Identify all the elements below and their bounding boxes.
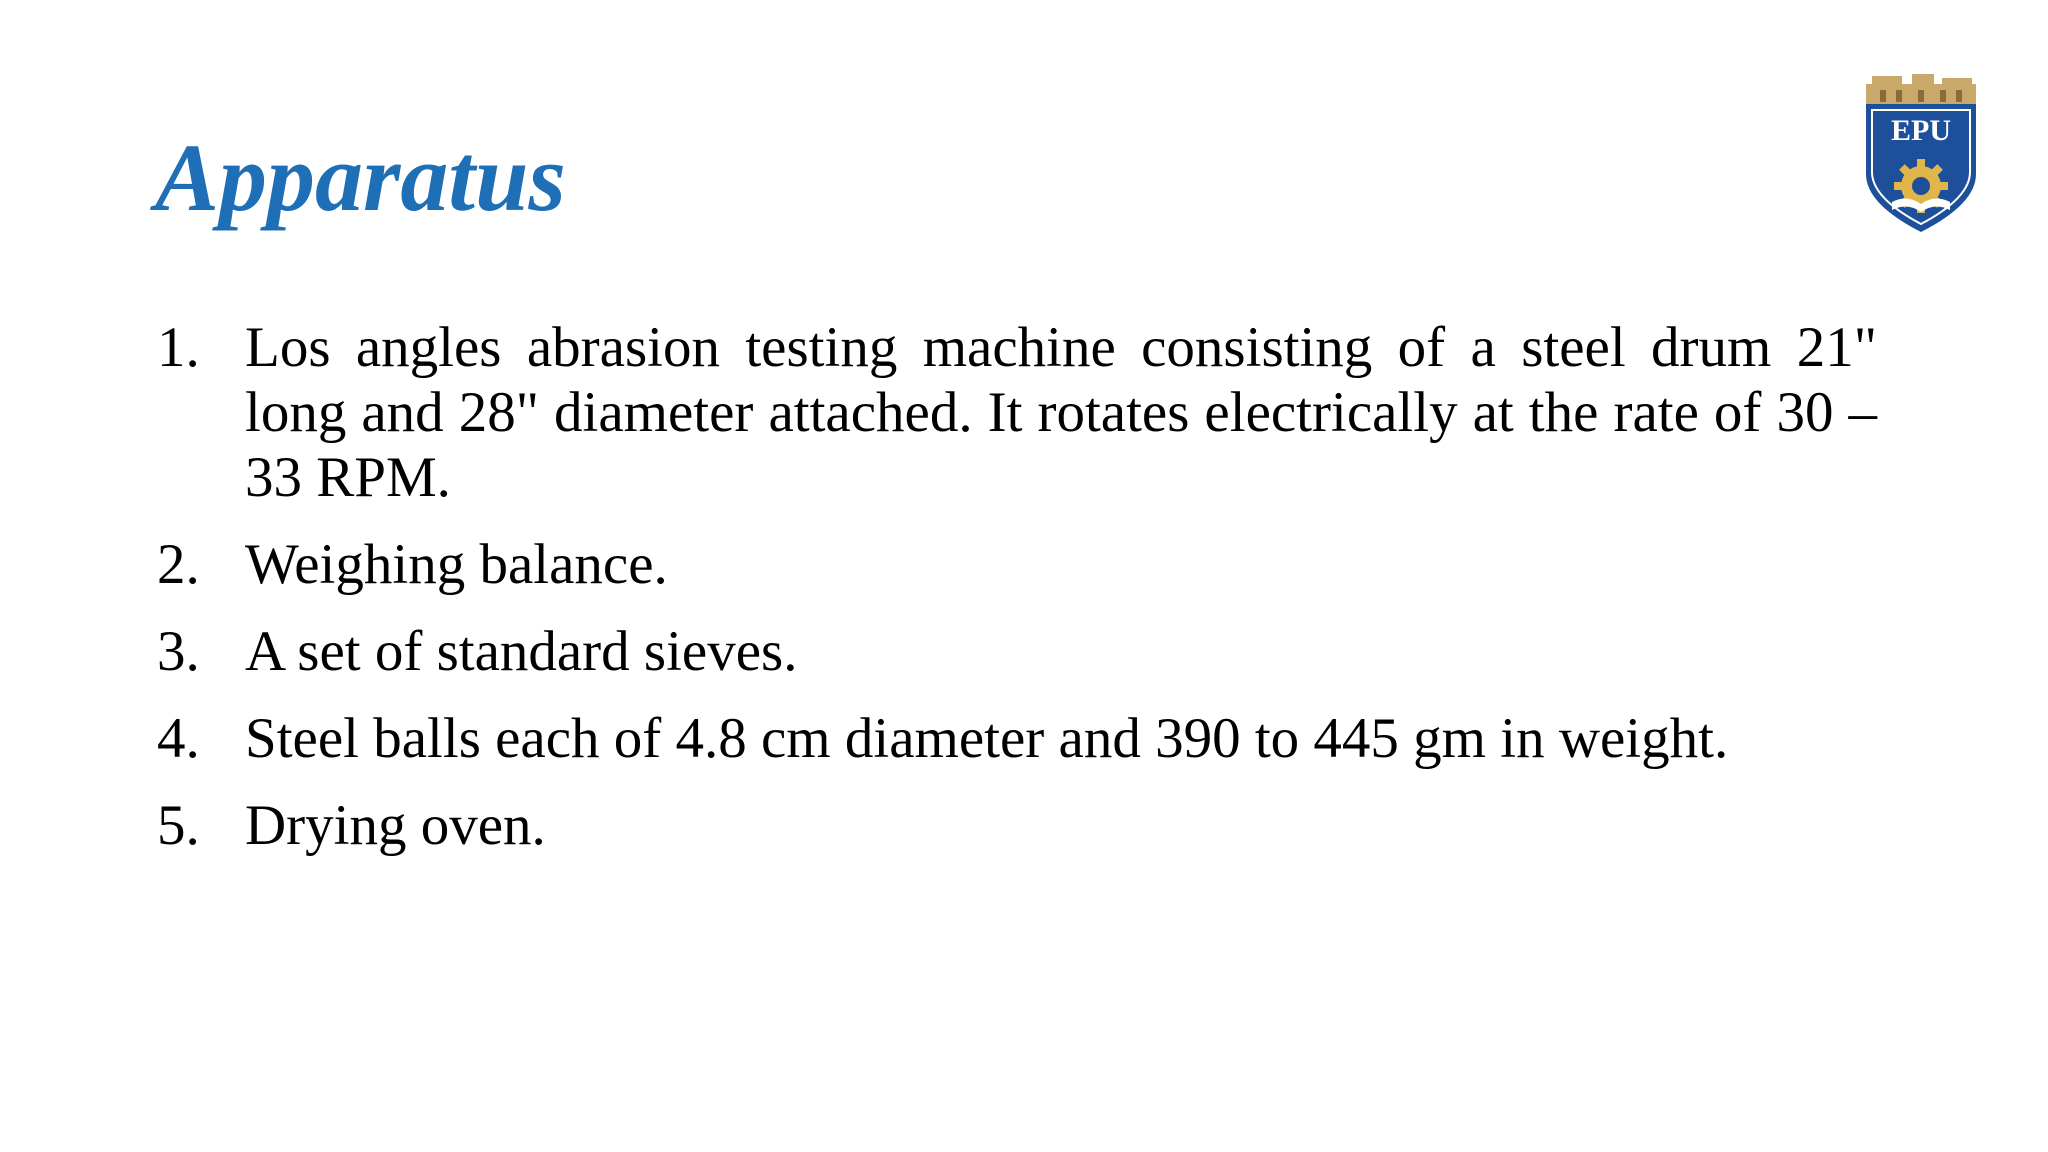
list-item — [157, 793, 1877, 858]
apparatus-list — [157, 315, 1877, 880]
university-shield-logo-icon — [1862, 74, 1980, 234]
list-item — [157, 619, 1877, 684]
list-item-text: Weighing balance. — [245, 533, 668, 596]
list-item-number: 1. — [157, 316, 200, 379]
list-item — [157, 315, 1877, 510]
list-item-text: Steel balls each of 4.8 cm diameter and 390 to 445 gm in weight. — [245, 707, 1729, 770]
list-item-number: 3. — [157, 620, 200, 683]
list-item-text: A set of standard sieves. — [245, 620, 798, 683]
list-item — [157, 706, 1877, 771]
list-item — [157, 532, 1877, 597]
list-item-number: 5. — [157, 794, 200, 857]
list-item-number: 2. — [157, 533, 200, 596]
slide-title: Apparatus — [155, 124, 566, 231]
list-item-text: Los angles abrasion testing machine consisting of a steel drum 21" long and 28" diameter attached. It rotates electrically at the rate of 30 – 33 RPM. — [245, 316, 1877, 509]
list-item-text: Drying oven. — [245, 794, 546, 857]
list-item-number: 4. — [157, 707, 200, 770]
logo-text: EPU — [1891, 114, 1951, 147]
